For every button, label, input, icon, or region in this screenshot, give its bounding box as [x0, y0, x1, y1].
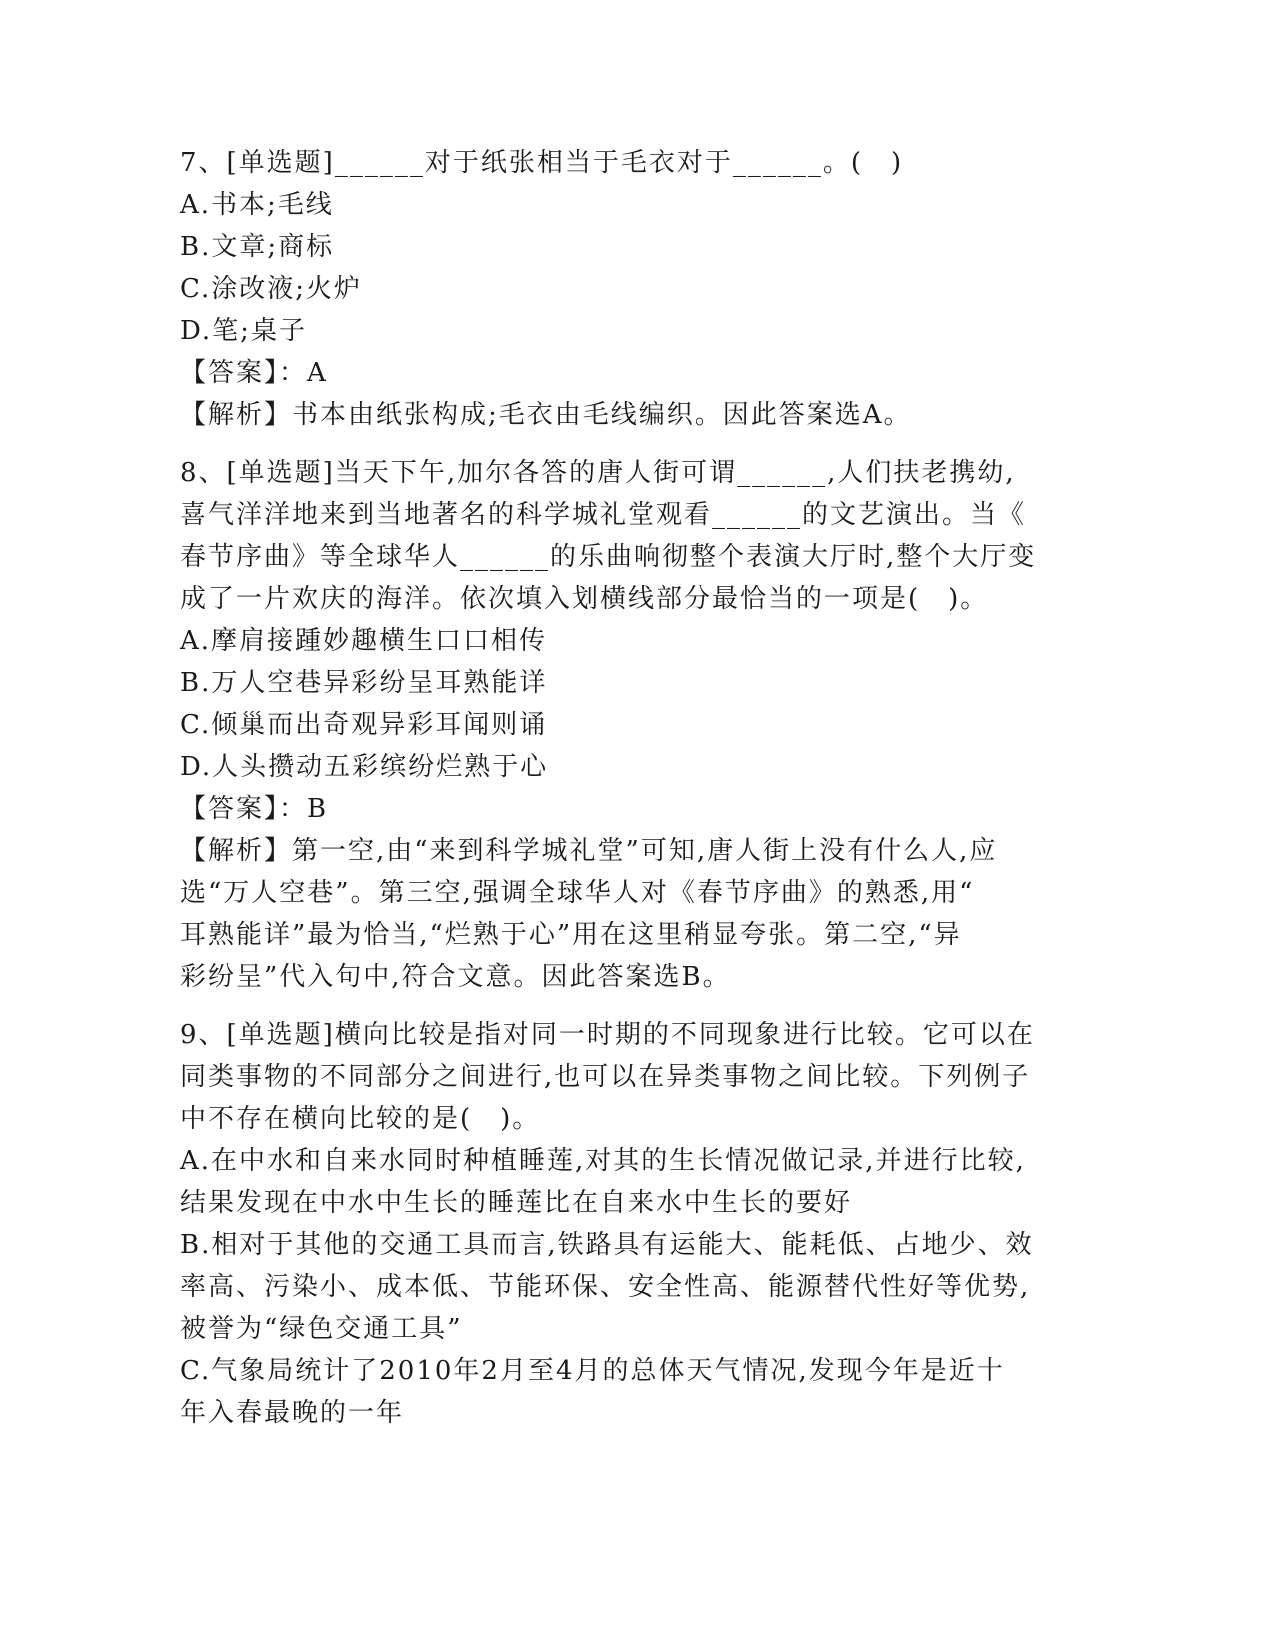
option-d: D.人头攒动五彩缤纷烂熟于心 [180, 752, 549, 782]
option-c: C.涂改液;火炉 [180, 274, 362, 304]
question-8 [180, 452, 1080, 998]
option-c: C.气象局统计了2010年2月至4月的总体天气情况,发现今年是近十 [180, 1356, 1005, 1386]
question-stem: 7、[单选题]______对于纸张相当于毛衣对于______。( ) [180, 148, 904, 178]
option-b: B.相对于其他的交通工具而言,铁路具有运能大、能耗低、占地少、效 [180, 1230, 1034, 1260]
explanation: 【解析】第一空,由“来到科学城礼堂”可知,唐人街上没有什么人,应 [180, 836, 998, 866]
option-b: 被誉为“绿色交通工具” [180, 1314, 463, 1344]
answer: 【答案】：B [180, 794, 329, 824]
option-c: C.倾巢而出奇观异彩耳闻则诵 [180, 710, 548, 740]
spacer [180, 436, 1080, 452]
option-a: 结果发现在中水中生长的睡莲比在自来水中生长的要好 [180, 1188, 853, 1218]
explanation: 选“万人空巷”。第三空,强调全球华人对《春节序曲》的熟悉,用“ [180, 878, 975, 908]
question-stem: 9、[单选题]横向比较是指对同一时期的不同现象进行比较。它可以在 [180, 1020, 1035, 1050]
question-stem: 中不存在横向比较的是( )。 [180, 1104, 541, 1134]
question-stem: 喜气洋洋地来到当地著名的科学城礼堂观看______的文艺演出。当《 [180, 500, 1027, 530]
question-stem: 8、[单选题]当天下午,加尔各答的唐人街可谓______,人们扶老携幼, [180, 458, 1016, 488]
explanation: 彩纷呈”代入句中,符合文意。因此答案选B。 [180, 962, 731, 992]
question-stem: 成了一片欢庆的海洋。依次填入划横线部分最恰当的一项是( )。 [180, 584, 989, 614]
option-b: B.万人空巷异彩纷呈耳熟能详 [180, 668, 548, 698]
question-stem: 同类事物的不同部分之间进行,也可以在异类事物之间比较。下列例子 [180, 1062, 1031, 1092]
option-b: 率高、污染小、成本低、节能环保、安全性高、能源替代性好等优势, [180, 1272, 1031, 1302]
option-a: A.在中水和自来水同时种植睡莲,对其的生长情况做记录,并进行比较, [180, 1146, 1026, 1176]
answer: 【答案】：A [180, 358, 328, 388]
option-b: B.文章;商标 [180, 232, 335, 262]
spacer [180, 998, 1080, 1014]
question-stem: 春节序曲》等全球华人______的乐曲响彻整个表演大厅时,整个大厅变 [180, 542, 1037, 572]
document-page [180, 142, 1080, 1434]
option-a: A.书本;毛线 [180, 190, 334, 220]
option-d: D.笔;桌子 [180, 316, 307, 346]
question-7 [180, 142, 1080, 436]
option-c: 年入春最晚的一年 [180, 1398, 405, 1428]
explanation: 【解析】书本由纸张构成;毛衣由毛线编织。因此答案选A。 [180, 400, 912, 430]
explanation: 耳熟能详”最为恰当,“烂熟于心”用在这里稍显夸张。第二空,“异 [180, 920, 962, 950]
question-9 [180, 1014, 1080, 1434]
option-a: A.摩肩接踵妙趣横生口口相传 [180, 626, 548, 656]
